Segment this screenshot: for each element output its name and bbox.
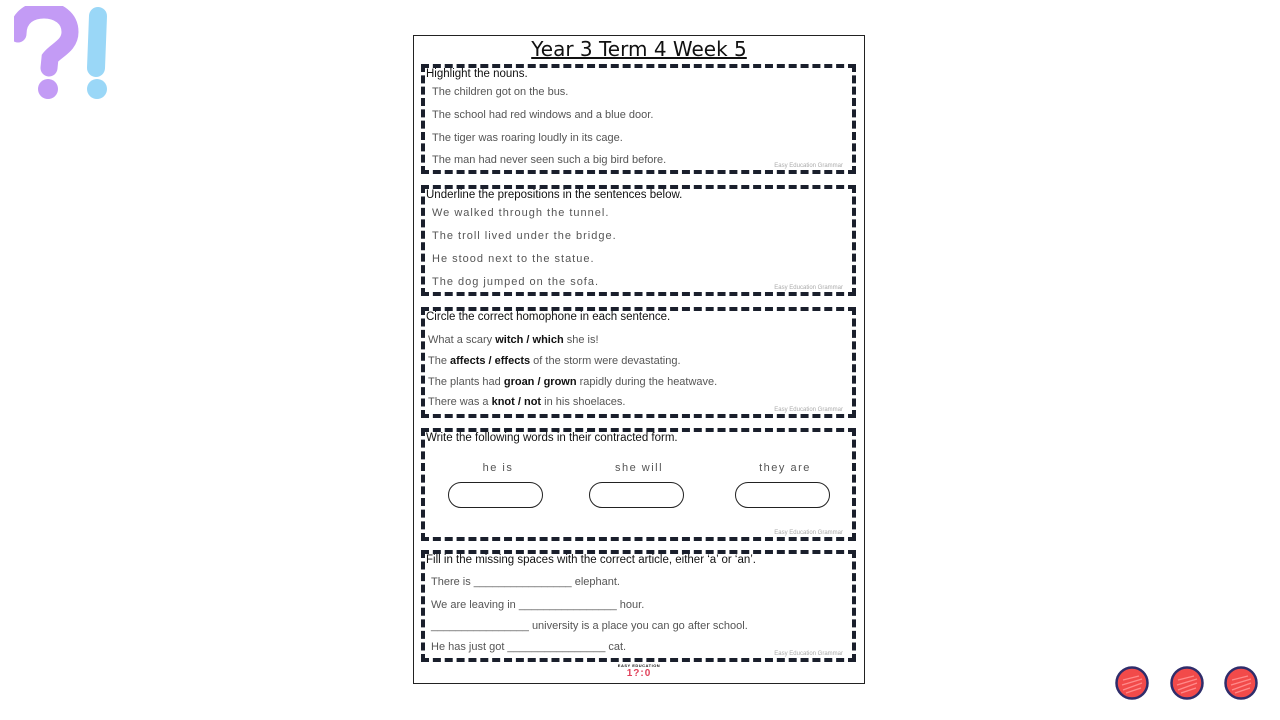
watermark: Easy Education Grammar	[774, 285, 843, 291]
watermark: Easy Education Grammar	[774, 530, 843, 536]
section-underline-prepositions	[421, 185, 856, 296]
sentence: ________________ university is a place you can go after school.	[431, 620, 748, 632]
word-they-are: they are	[759, 462, 811, 474]
sentence: The children got on the bus.	[432, 86, 569, 98]
homophone-choice: witch / which	[495, 334, 564, 346]
sentence: The dog jumped on the sofa.	[432, 276, 600, 288]
section-circle-homophones	[421, 307, 856, 418]
sentence-start: There was a	[428, 396, 492, 408]
section-heading: Circle the correct homophone in each sentence.	[426, 311, 671, 323]
sentence-end: rapidly during the heatwave.	[576, 376, 718, 388]
worksheet	[413, 35, 865, 684]
sentence: There is ________________ elephant.	[431, 576, 620, 588]
section-heading: Highlight the nouns.	[426, 68, 528, 80]
section-contracted-form	[421, 428, 856, 541]
sentence: The troll lived under the bridge.	[432, 230, 617, 242]
sentence-end: in his shoelaces.	[541, 396, 626, 408]
homophone-choice: knot / not	[491, 396, 542, 408]
homophone-choice: affects / effects	[450, 355, 531, 367]
sentence: The tiger was roaring loudly in its cage.	[432, 132, 623, 144]
sentence: We are leaving in ________________ hour.	[431, 599, 645, 611]
homophone-choice: groan / grown	[503, 376, 577, 388]
section-highlight-nouns	[421, 64, 856, 174]
homophone-sentence	[428, 396, 625, 408]
question-exclamation-icon	[14, 6, 114, 102]
sentence-start: The plants had	[428, 376, 504, 388]
logo-top-text: EASY EDUCATION	[617, 663, 661, 668]
homophone-sentence	[428, 376, 717, 388]
answer-box-he-is[interactable]	[448, 482, 543, 508]
red-circle-button-1[interactable]	[1115, 666, 1149, 700]
easy-education-logo	[414, 663, 864, 679]
sentence-end: of the storm were devastating.	[530, 355, 681, 367]
answer-box-she-will[interactable]	[589, 482, 684, 508]
watermark: Easy Education Grammar	[774, 651, 843, 657]
watermark: Easy Education Grammar	[774, 407, 843, 413]
section-articles	[421, 550, 856, 662]
sentence: He stood next to the statue.	[432, 253, 595, 265]
sentence-end: she is!	[563, 334, 599, 346]
section-heading: Write the following words in their contracted form.	[426, 432, 678, 444]
word-he-is: he is	[482, 462, 514, 474]
section-heading: Fill in the missing spaces with the correct article, either ‘a’ or ‘an’.	[426, 554, 757, 566]
watermark: Easy Education Grammar	[774, 163, 843, 169]
sentence-start: What a scary	[428, 334, 496, 346]
sentence: We walked through the tunnel.	[432, 207, 610, 219]
red-circle-button-2[interactable]	[1170, 666, 1204, 700]
worksheet-title: Year 3 Term 4 Week 5	[531, 37, 747, 61]
section-heading: Underline the prepositions in the sentences below.	[426, 189, 683, 201]
logo-glyphs: 1?:0	[626, 668, 652, 679]
sentence: The school had red windows and a blue door.	[432, 109, 654, 121]
homophone-sentence	[428, 334, 599, 346]
red-circle-button-3[interactable]	[1224, 666, 1258, 700]
logo-bottom-text	[414, 668, 864, 679]
sentence-start: The	[428, 355, 451, 367]
sentence: He has just got ________________ cat.	[431, 641, 627, 653]
answer-box-they-are[interactable]	[735, 482, 830, 508]
homophone-sentence	[428, 355, 681, 367]
sentence: The man had never seen such a big bird before.	[432, 154, 667, 166]
word-she-will: she will	[614, 462, 664, 474]
